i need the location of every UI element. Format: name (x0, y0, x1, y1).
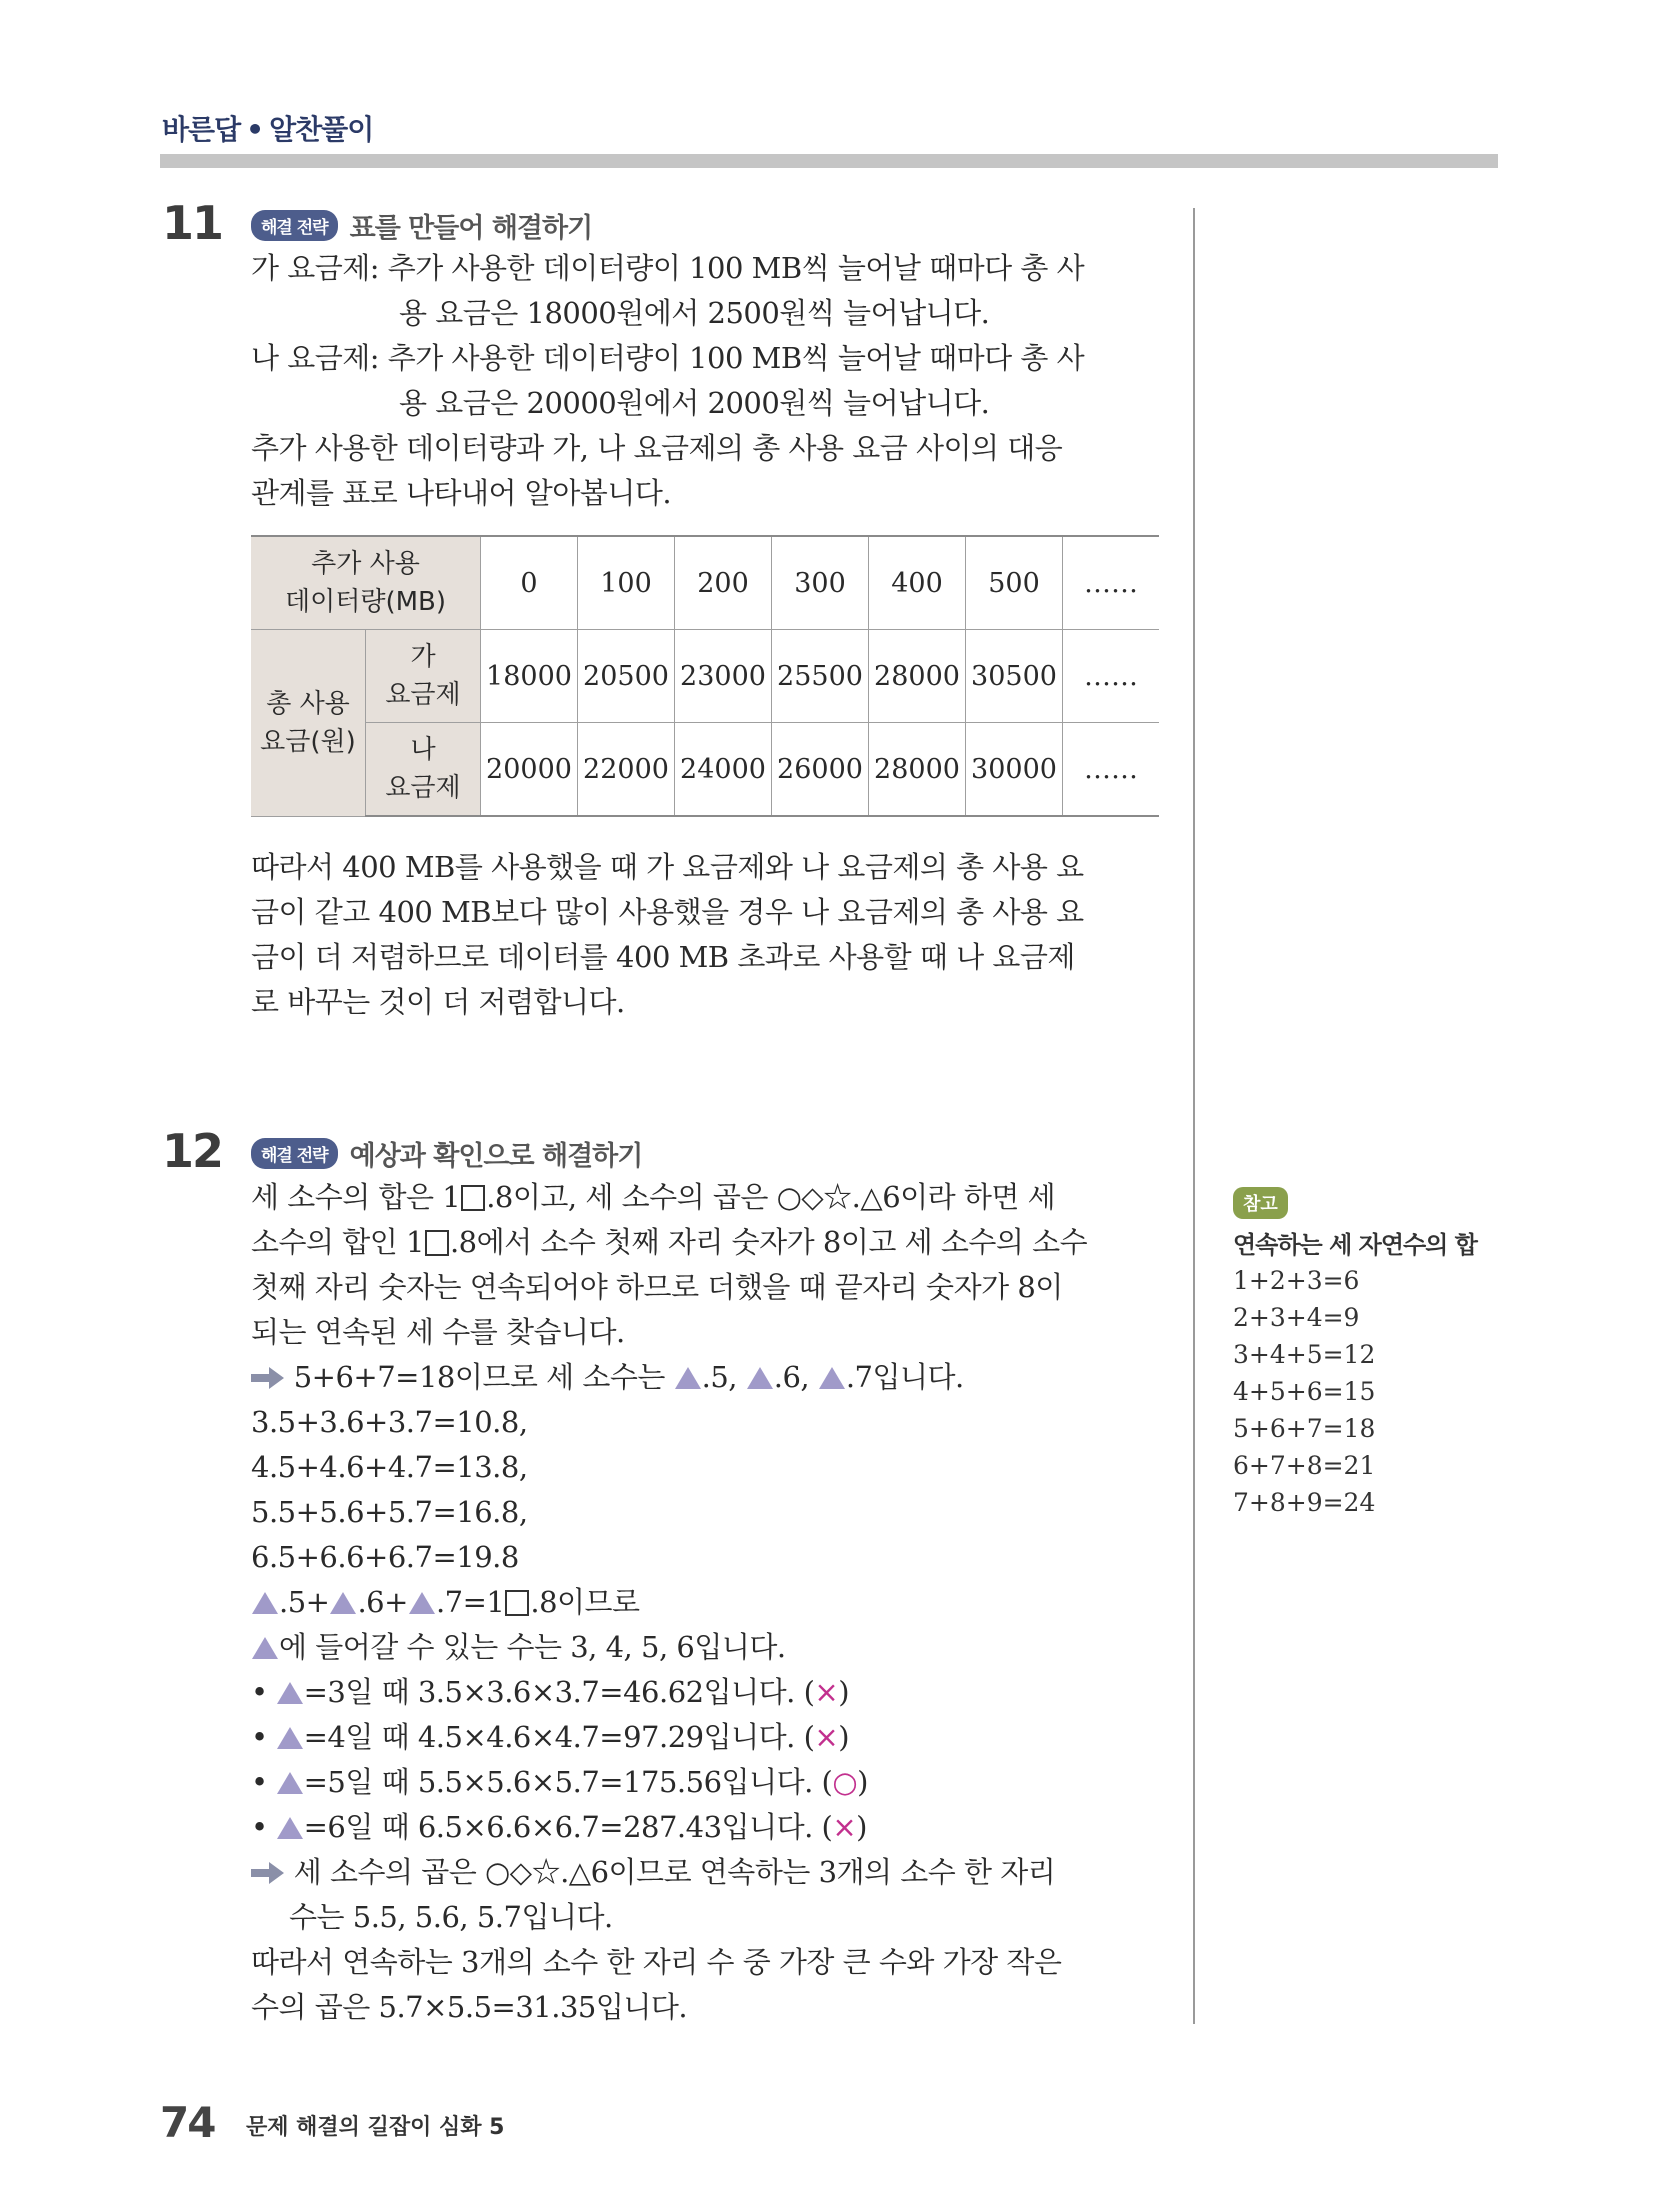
strategy-title: 표를 만들어 해결하기 (349, 213, 593, 244)
triangle-icon (277, 1682, 303, 1704)
list-item: 7+8+9=24 (1233, 1488, 1376, 1517)
plan-b-label-line1: 나 (410, 735, 436, 765)
table-cell: 18000 (481, 630, 578, 723)
table-cell: 20500 (578, 630, 675, 723)
text-line (251, 1850, 1087, 1895)
text-segment: .5, (701, 1360, 746, 1394)
table-cell: 30500 (966, 630, 1063, 723)
text-line: 6.5+6.6+6.7=19.8 (251, 1540, 519, 1574)
bullet: • (251, 1810, 268, 1844)
table-cell: 30000 (966, 723, 1063, 817)
header-title-part1: 바른답 (162, 113, 241, 146)
problem-number-11: 11 (162, 196, 223, 250)
text-line: 가 요금제: 추가 사용한 데이터량이 100 MB씩 늘어날 때마다 총 사 (251, 251, 1085, 285)
text-segment: ) (856, 1810, 867, 1844)
running-header (162, 108, 373, 148)
table-row (251, 536, 1159, 630)
table-cell: 400 (869, 536, 966, 630)
text-line: 4.5+4.6+4.7=13.8, (251, 1450, 528, 1484)
text-line: 관계를 표로 나타내어 알아봅니다. (251, 476, 672, 510)
plan-b-label-line2: 요금제 (385, 773, 461, 803)
text-line: 따라서 400 MB를 사용했을 때 가 요금제와 나 요금제의 총 사용 요 (251, 850, 1084, 884)
strategy-title: 예상과 확인으로 해결하기 (349, 1141, 643, 1172)
bullet: • (251, 1720, 268, 1754)
table-cell: …… (1063, 630, 1160, 723)
header-rule (160, 154, 1498, 168)
list-item: 3+4+5=12 (1233, 1340, 1376, 1369)
text-segment: 소수의 합인 1 (251, 1225, 424, 1259)
triangle-icon (747, 1367, 773, 1389)
text-segment: 5+6+7=18이므로 세 소수는 (285, 1360, 674, 1394)
problem-12-strategy (251, 1134, 642, 1173)
triangle-icon (409, 1592, 435, 1614)
triangle-icon (675, 1367, 701, 1389)
header-label-line1: 추가 사용 (311, 549, 420, 579)
text-line: 금이 더 저렴하므로 데이터를 400 MB 초과로 사용할 때 나 요금제 (251, 940, 1075, 974)
text-segment: =4일 때 4.5×4.6×4.7=97.29입니다. ( (303, 1720, 815, 1754)
right-arrow-icon (251, 1861, 285, 1885)
bullet: • (251, 1675, 268, 1709)
triangle-icon (252, 1592, 278, 1614)
page-number: 74 (160, 2098, 215, 2147)
cross-mark: × (814, 1675, 839, 1709)
text-line: 추가 사용한 데이터량과 가, 나 요금제의 총 사용 요금 사이의 대응 (251, 431, 1063, 465)
list-item: 2+3+4=9 (1233, 1303, 1360, 1332)
check-line (251, 1715, 1087, 1760)
text-segment: .8에서 소수 첫째 자리 숫자가 8이고 세 소수의 소수 (449, 1225, 1088, 1259)
plan-a-header (366, 630, 481, 723)
plan-b-header (366, 723, 481, 817)
cross-mark: × (814, 1720, 839, 1754)
text-line: 따라서 연속하는 3개의 소수 한 자리 수 중 가장 큰 수와 가장 작은 (251, 1945, 1062, 1979)
text-segment: .6, (773, 1360, 818, 1394)
text-segment: .8이고, 세 소수의 곱은 ○◇☆.△6이라 하면 세 (486, 1180, 1056, 1214)
note-title: 연속하는 세 자연수의 합 (1233, 1231, 1477, 1259)
table-row (251, 723, 1159, 817)
text-segment: .6+ (357, 1585, 408, 1619)
table-header-cell (251, 536, 481, 630)
table-cell: 20000 (481, 723, 578, 817)
text-segment: 에 들어갈 수 있는 수는 3, 4, 5, 6입니다. (279, 1630, 786, 1664)
table-cell: 500 (966, 536, 1063, 630)
triangle-icon (277, 1727, 303, 1749)
blank-box-icon (505, 1590, 529, 1616)
text-segment: =3일 때 3.5×3.6×3.7=46.62입니다. ( (303, 1675, 815, 1709)
text-line: 수는 5.5, 5.6, 5.7입니다. (289, 1900, 613, 1934)
text-segment: ) (857, 1765, 868, 1799)
text-line: 5.5+5.6+5.7=16.8, (251, 1495, 528, 1529)
header-title-part2: 알찬풀이 (269, 113, 374, 146)
book-title: 문제 해결의 길잡이 심화 5 (246, 2115, 505, 2140)
text-segment: .5+ (279, 1585, 330, 1619)
list-item: 4+5+6=15 (1233, 1377, 1376, 1406)
table-cell: 23000 (675, 630, 772, 723)
problem-11-explanation (251, 246, 1084, 516)
cross-mark: × (832, 1810, 857, 1844)
check-line (251, 1805, 1087, 1850)
text-line (251, 1625, 1087, 1670)
text-line: 로 바꾸는 것이 더 저렴합니다. (251, 985, 625, 1019)
triangle-icon (819, 1367, 845, 1389)
text-line (251, 1175, 1087, 1220)
text-segment: ) (838, 1720, 850, 1754)
text-segment: ) (838, 1675, 850, 1709)
circle-mark: ○ (832, 1765, 858, 1799)
table-cell: 28000 (869, 723, 966, 817)
text-segment: =6일 때 6.5×6.6×6.7=287.43입니다. ( (303, 1810, 833, 1844)
text-line (251, 1580, 1087, 1625)
check-line (251, 1670, 1087, 1715)
table-cell: 100 (578, 536, 675, 630)
problem-12-explanation (251, 1175, 1087, 2030)
text-segment: =5일 때 5.5×5.6×5.7=175.56입니다. ( (303, 1765, 833, 1799)
blank-box-icon (461, 1185, 485, 1211)
list-item: 5+6+7=18 (1233, 1414, 1376, 1443)
table-cell: …… (1063, 723, 1160, 817)
problem-number-12: 12 (162, 1124, 223, 1178)
table-group-header (251, 630, 366, 817)
header-separator: • (246, 113, 264, 146)
text-line (251, 1355, 1087, 1400)
table-cell: 26000 (772, 723, 869, 817)
strategy-tag: 해결 전략 (251, 1138, 338, 1169)
group-label-line1: 총 사용 (266, 688, 350, 719)
table-cell: 300 (772, 536, 869, 630)
list-item: 6+7+8=21 (1233, 1451, 1376, 1480)
table-cell: …… (1063, 536, 1160, 630)
table-cell: 25500 (772, 630, 869, 723)
text-line: 용 요금은 20000원에서 2000원씩 늘어납니다. (399, 386, 990, 420)
triangle-icon (252, 1637, 278, 1659)
problem-11-strategy (251, 206, 592, 245)
text-line (251, 1220, 1087, 1265)
text-line: 나 요금제: 추가 사용한 데이터량이 100 MB씩 늘어날 때마다 총 사 (251, 341, 1085, 375)
table-cell: 28000 (869, 630, 966, 723)
problem-11-conclusion (251, 845, 1084, 1025)
text-line: 용 요금은 18000원에서 2500원씩 늘어납니다. (399, 296, 990, 330)
table-row (251, 630, 1159, 723)
note-list (1233, 1262, 1375, 1521)
header-label-line2: 데이터량(MB) (284, 587, 447, 617)
blank-box-icon (425, 1230, 449, 1256)
text-line: 되는 연속된 세 수를 찾습니다. (251, 1315, 625, 1349)
text-line: 첫째 자리 숫자는 연속되어야 하므로 더했을 때 끝자리 숫자가 8이 (251, 1270, 1063, 1304)
plan-a-label-line1: 가 (410, 642, 436, 672)
text-line: 금이 같고 400 MB보다 많이 사용했을 경우 나 요금제의 총 사용 요 (251, 895, 1084, 929)
triangle-icon (277, 1772, 303, 1794)
strategy-tag: 해결 전략 (251, 210, 338, 241)
text-segment: .7=1 (435, 1585, 505, 1619)
table-cell: 24000 (675, 723, 772, 817)
group-label-line2: 요금(원) (260, 726, 356, 757)
text-segment: 세 소수의 곱은 ○◇☆.△6이므로 연속하는 3개의 소수 한 자리 (285, 1855, 1056, 1889)
triangle-icon (277, 1817, 303, 1839)
text-line: 수의 곱은 5.7×5.5=31.35입니다. (251, 1990, 688, 2024)
table-cell: 0 (481, 536, 578, 630)
pricing-table (251, 535, 1159, 817)
text-segment: .7입니다. (845, 1360, 964, 1394)
text-segment: 세 소수의 합은 1 (251, 1180, 461, 1214)
column-divider (1193, 208, 1195, 2024)
triangle-icon (330, 1592, 356, 1614)
plan-a-label-line2: 요금제 (385, 680, 461, 710)
text-segment: .8이므로 (530, 1585, 640, 1619)
note-tag: 참고 (1233, 1187, 1288, 1219)
text-line: 3.5+3.6+3.7=10.8, (251, 1405, 528, 1439)
list-item: 1+2+3=6 (1233, 1266, 1360, 1295)
table-cell: 22000 (578, 723, 675, 817)
bullet: • (251, 1765, 268, 1799)
right-arrow-icon (251, 1366, 285, 1390)
table-cell: 200 (675, 536, 772, 630)
check-line (251, 1760, 1087, 1805)
